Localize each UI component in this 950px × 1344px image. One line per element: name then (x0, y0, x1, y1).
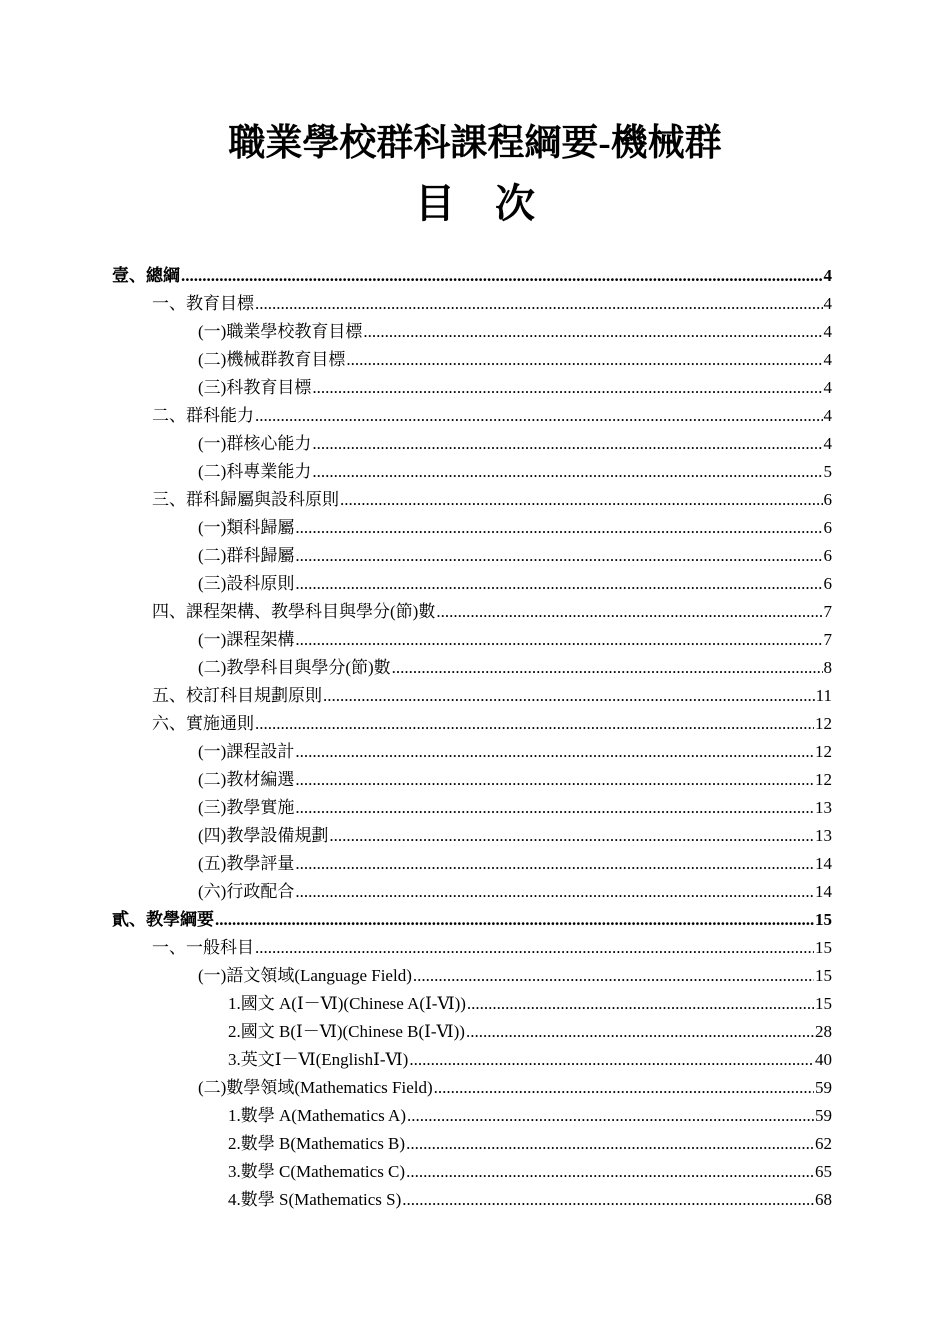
toc-entry-page: 4 (823, 406, 832, 425)
toc-entry-page: 65 (815, 1162, 832, 1181)
toc-entry-page: 14 (815, 854, 832, 873)
toc-entry-page: 15 (815, 966, 832, 985)
toc-entry[interactable] (198, 1074, 832, 1102)
toc-leader-dots (312, 458, 822, 486)
toc-entry[interactable] (152, 682, 832, 710)
toc-entry-label: 1.數學 A(Mathematics A) (228, 1106, 406, 1125)
toc-leader-dots (295, 738, 814, 766)
toc-entry-page: 59 (815, 1078, 832, 1097)
toc-leader-dots (467, 990, 814, 1018)
toc-entry[interactable] (198, 962, 832, 990)
toc-leader-dots (181, 262, 823, 290)
toc-leader-dots (312, 374, 822, 402)
toc-leader-dots (413, 962, 814, 990)
toc-entry[interactable] (198, 570, 832, 598)
toc-entry-page: 59 (815, 1106, 832, 1125)
toc-entry-page: 28 (815, 1022, 832, 1041)
toc-entry-label: (二)科專業能力 (198, 462, 312, 481)
toc-leader-dots (436, 598, 822, 626)
toc-leader-dots (295, 542, 822, 570)
toc-leader-dots (329, 822, 814, 850)
toc-entry-page: 68 (815, 1190, 832, 1209)
toc-leader-dots (406, 1158, 814, 1186)
toc-entry[interactable] (198, 458, 832, 486)
toc-entry[interactable] (198, 766, 832, 794)
toc-entry-page: 7 (823, 602, 832, 621)
toc-entry-label: 四、課程架構、教學科目與學分(節)數 (152, 602, 436, 621)
toc-entry-label: 2.數學 B(Mathematics B) (228, 1134, 406, 1153)
toc-entry-label: 二、群科能力 (152, 406, 254, 425)
toc-leader-dots (295, 878, 814, 906)
toc-leader-dots (255, 710, 814, 738)
toc-entry[interactable] (152, 486, 832, 514)
toc-entry-label: (二)機械群教育目標 (198, 350, 346, 369)
toc-entry-label: (一)語文領域(Language Field) (198, 966, 412, 985)
toc-leader-dots (340, 486, 823, 514)
toc-leader-dots (255, 402, 823, 430)
toc-entry-page: 12 (815, 714, 832, 733)
toc-entry[interactable] (228, 1130, 832, 1158)
toc-entry-page: 15 (815, 938, 832, 957)
toc-entry-label: 壹、總綱 (112, 266, 180, 285)
toc-entry-page: 40 (815, 1050, 832, 1069)
toc-entry-page: 6 (823, 490, 832, 509)
toc-entry-page: 6 (823, 546, 832, 565)
toc-entry-label: 1.國文 A(Ⅰ－Ⅵ)(Chinese A(Ⅰ-Ⅵ)) (228, 994, 466, 1013)
toc-entry-page: 6 (823, 518, 832, 537)
toc-entry[interactable] (228, 1102, 832, 1130)
toc-leader-dots (295, 570, 822, 598)
toc-entry-label: 三、群科歸屬與設科原則 (152, 490, 339, 509)
toc-entry[interactable] (228, 1186, 832, 1214)
toc-leader-dots (295, 626, 822, 654)
toc-entry[interactable] (198, 374, 832, 402)
toc-entry[interactable] (198, 654, 832, 682)
toc-entry-label: 4.數學 S(Mathematics S) (228, 1190, 402, 1209)
toc-entry-label: (三)科教育目標 (198, 378, 312, 397)
toc-leader-dots (215, 906, 814, 934)
toc-entry-label: (三)設科原則 (198, 574, 295, 593)
toc-entry-label: (二)數學領域(Mathematics Field) (198, 1078, 433, 1097)
toc-leader-dots (312, 430, 822, 458)
toc-entry-label: (一)課程架構 (198, 630, 295, 649)
toc-entry-label: (三)教學實施 (198, 798, 295, 817)
toc-entry-label: (五)教學評量 (198, 854, 295, 873)
toc-entry-page: 8 (823, 658, 832, 677)
toc-leader-dots (407, 1102, 814, 1130)
toc-entry-page: 6 (823, 574, 832, 593)
toc-leader-dots (323, 682, 815, 710)
toc-entry[interactable] (228, 1158, 832, 1186)
toc-entry[interactable] (198, 626, 832, 654)
toc-leader-dots (255, 934, 814, 962)
toc-entry-page: 11 (815, 686, 832, 705)
toc-entry-page: 62 (815, 1134, 832, 1153)
toc-entry[interactable] (112, 906, 832, 934)
toc-entry[interactable] (198, 430, 832, 458)
toc-entry[interactable] (198, 822, 832, 850)
toc-leader-dots (346, 346, 822, 374)
toc-leader-dots (434, 1074, 814, 1102)
toc-entry-label: 六、實施通則 (152, 714, 254, 733)
toc-entry-label: 五、校訂科目規劃原則 (152, 686, 322, 705)
toc-entry-label: (一)課程設計 (198, 742, 295, 761)
toc-entry-page: 15 (815, 994, 832, 1013)
toc-entry-page: 14 (815, 882, 832, 901)
toc-entry[interactable] (228, 990, 832, 1018)
toc-entry[interactable] (152, 290, 832, 318)
toc-leader-dots (363, 318, 822, 346)
toc-entry-page: 13 (815, 826, 832, 845)
toc-entry[interactable] (228, 1046, 832, 1074)
toc-entry[interactable] (152, 598, 832, 626)
toc-entry-label: (一)類科歸屬 (198, 518, 295, 537)
toc-leader-dots (295, 850, 814, 878)
toc-leader-dots (392, 654, 823, 682)
toc-entry-label: (一)群核心能力 (198, 434, 312, 453)
toc-entry-label: 3.數學 C(Mathematics C) (228, 1162, 406, 1181)
toc-entry-page: 4 (823, 378, 832, 397)
toc-entry-label: 2.國文 B(Ⅰ－Ⅵ)(Chinese B(Ⅰ-Ⅵ)) (228, 1022, 465, 1041)
toc-entry-page: 4 (823, 434, 832, 453)
toc-entry-page: 4 (823, 322, 832, 341)
toc-entry[interactable] (152, 402, 832, 430)
toc-entry[interactable] (198, 738, 832, 766)
toc-entry-label: (二)教學科目與學分(節)數 (198, 658, 391, 677)
toc-entry[interactable] (152, 934, 832, 962)
toc-entry-page: 15 (815, 910, 832, 929)
toc-leader-dots (295, 514, 822, 542)
toc-entry-label: (六)行政配合 (198, 882, 295, 901)
toc-entry[interactable] (152, 710, 832, 738)
toc-leader-dots (402, 1186, 814, 1214)
toc-leader-dots (295, 766, 814, 794)
toc-entry-label: (二)群科歸屬 (198, 546, 295, 565)
toc-leader-dots (409, 1046, 814, 1074)
toc-entry[interactable] (112, 262, 832, 290)
toc-entry[interactable] (198, 514, 832, 542)
toc-entry-label: 3.英文Ⅰ－Ⅵ(EnglishⅠ-Ⅵ) (228, 1050, 409, 1069)
toc-entry-page: 13 (815, 798, 832, 817)
toc-entry[interactable] (198, 346, 832, 374)
toc-heading: 目 次 (415, 181, 535, 226)
document-title: 職業學校群科課程綱要-機械群 (228, 123, 722, 164)
toc-entry-label: (二)教材編選 (198, 770, 295, 789)
toc-entry-page: 4 (823, 294, 832, 313)
toc-entry-page: 5 (823, 462, 832, 481)
toc-entry[interactable] (198, 850, 832, 878)
toc-entry-label: 一、教育目標 (152, 294, 254, 313)
toc-entry[interactable] (198, 878, 832, 906)
toc-entry-label: 貳、教學綱要 (112, 910, 214, 929)
toc-entry-page: 7 (823, 630, 832, 649)
toc-entry[interactable] (198, 794, 832, 822)
toc-entry-label: (四)教學設備規劃 (198, 826, 329, 845)
toc-leader-dots (406, 1130, 814, 1158)
toc-entry-page: 4 (823, 350, 832, 369)
toc-entry[interactable] (228, 1018, 832, 1046)
toc-entry-label: (一)職業學校教育目標 (198, 322, 363, 341)
toc-entry-page: 12 (815, 770, 832, 789)
toc-entry[interactable] (198, 542, 832, 570)
toc-leader-dots (466, 1018, 814, 1046)
toc-entry[interactable] (198, 318, 832, 346)
toc-entry-label: 一、一般科目 (152, 938, 254, 957)
toc-entry-page: 12 (815, 742, 832, 761)
toc-leader-dots (255, 290, 823, 318)
toc-leader-dots (295, 794, 814, 822)
toc-entry-page: 4 (823, 266, 832, 285)
